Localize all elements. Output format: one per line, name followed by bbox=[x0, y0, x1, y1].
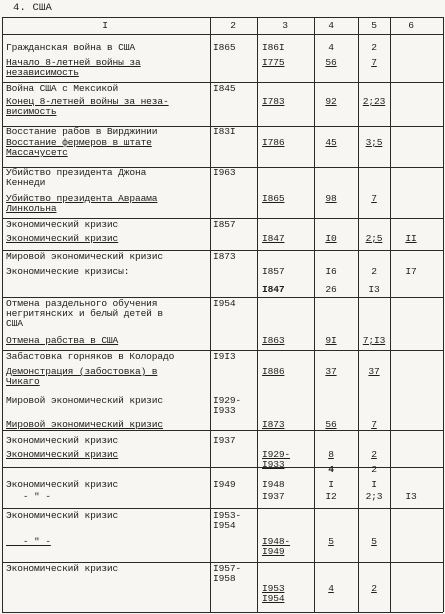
table-cell: I929- I933 bbox=[262, 449, 291, 470]
column-header: 5 bbox=[371, 20, 377, 31]
table-cell: I2 bbox=[325, 491, 337, 502]
column-header: 4 bbox=[328, 20, 334, 31]
table-cell: I929- I933 bbox=[213, 395, 242, 416]
table-cell: Экономический кризис bbox=[6, 479, 119, 490]
table-cell: 4 bbox=[328, 42, 334, 53]
table-rule-horizontal bbox=[2, 17, 443, 18]
table-cell: II bbox=[405, 233, 417, 244]
table-cell: I963 bbox=[213, 167, 236, 178]
column-header: I bbox=[102, 20, 108, 31]
table-cell: I865 bbox=[213, 42, 236, 53]
table-cell: I937 bbox=[262, 491, 285, 502]
table-cell: Восстание рабов в Вирджинии bbox=[6, 126, 158, 137]
table-cell: 5 bbox=[371, 536, 377, 547]
table-cell: I0 bbox=[325, 233, 337, 244]
table-cell: I948- I949 bbox=[262, 536, 291, 557]
table-cell: Восстание фермеров в штате Массачусетс bbox=[6, 137, 152, 158]
table-cell: Экономические кризисы: bbox=[6, 266, 130, 277]
table-cell: I886 bbox=[262, 366, 285, 377]
table-cell: I948 bbox=[262, 479, 285, 490]
table-cell: I bbox=[371, 479, 377, 490]
table-cell: Мировой экономический кризис bbox=[6, 395, 164, 406]
table-cell: I83I bbox=[213, 126, 236, 137]
table-rule-horizontal bbox=[2, 34, 443, 35]
table-cell: 9I bbox=[325, 335, 337, 346]
table-cell: I957- I958 bbox=[213, 563, 242, 584]
table-cell: I783 bbox=[262, 96, 285, 107]
table-cell: 2 bbox=[371, 583, 377, 594]
table-rule-vertical bbox=[443, 17, 444, 612]
table-cell: 8 bbox=[328, 449, 334, 460]
table-cell: 5 bbox=[328, 536, 334, 547]
table-cell: Отмена рабства в США bbox=[6, 335, 119, 346]
table-cell: 2;3 bbox=[365, 491, 383, 502]
table-cell: Мировой экономический кризис bbox=[6, 419, 164, 430]
table-cell: 26 bbox=[325, 284, 337, 295]
table-cell: 45 bbox=[325, 137, 337, 148]
table-cell: Экономический кризис bbox=[6, 233, 119, 244]
table-cell: 56 bbox=[325, 57, 337, 68]
table-cell: I3 bbox=[405, 491, 417, 502]
table-rule-vertical bbox=[2, 17, 3, 612]
table-cell: Гражданская война в США bbox=[6, 42, 135, 53]
table-cell: 37 bbox=[368, 366, 380, 377]
table-cell: 98 bbox=[325, 193, 337, 204]
table-cell: I847 bbox=[262, 284, 285, 295]
table-cell: I7 bbox=[405, 266, 417, 277]
column-header: 3 bbox=[282, 20, 288, 31]
table-cell: I865 bbox=[262, 193, 285, 204]
table-cell: - " - bbox=[6, 491, 51, 502]
table-cell: I954 bbox=[213, 298, 236, 309]
table-rule-vertical bbox=[210, 17, 211, 612]
table-cell: 2 bbox=[371, 449, 377, 460]
table-cell: Война США с Мексикой bbox=[6, 83, 119, 94]
table-cell: Убийство президента Джона Кеннеди bbox=[6, 167, 147, 188]
table-cell: I863 bbox=[262, 335, 285, 346]
table-cell: Отмена раздельного обучения негритянских и белый детей в США bbox=[6, 298, 164, 329]
table-cell: Экономический кризис bbox=[6, 449, 119, 460]
table-cell: I9I3 bbox=[213, 351, 236, 362]
table-cell: I953- I954 bbox=[213, 510, 242, 531]
table-cell: I857 bbox=[262, 266, 285, 277]
column-header: 6 bbox=[408, 20, 414, 31]
table-cell: Мировой экономический кризис bbox=[6, 251, 164, 262]
table-cell: 7 bbox=[371, 57, 377, 68]
table-cell: 4 bbox=[328, 583, 334, 594]
table-cell: Начало 8-летней войны за независимость bbox=[6, 57, 141, 78]
table-rule-horizontal bbox=[2, 430, 443, 431]
table-cell: - " - bbox=[6, 536, 51, 547]
table-cell: I86I bbox=[262, 42, 285, 53]
table-cell: 2 bbox=[371, 42, 377, 53]
table-cell: I953 I954 bbox=[262, 583, 285, 604]
table-cell: 56 bbox=[325, 419, 337, 430]
table-cell: I873 bbox=[213, 251, 236, 262]
table-cell: I937 bbox=[213, 435, 236, 446]
table-cell: I775 bbox=[262, 57, 285, 68]
table-cell: I857 bbox=[213, 219, 236, 230]
table-cell: I bbox=[328, 479, 334, 490]
table-cell: 2;5 bbox=[365, 233, 383, 244]
table-cell: Конец 8-летней войны за неза- висимость bbox=[6, 96, 169, 117]
table-cell: 3;5 bbox=[365, 137, 383, 148]
table-cell: Убийство президента Авраама Линкольна bbox=[6, 193, 158, 214]
table-cell: I786 bbox=[262, 137, 285, 148]
table-cell: 2 bbox=[371, 266, 377, 277]
table-cell: Экономический кризис bbox=[6, 435, 119, 446]
table-cell: Забастовка горняков в Колорадо bbox=[6, 351, 175, 362]
table-cell: Экономический кризис bbox=[6, 563, 119, 574]
table-cell: I845 bbox=[213, 83, 236, 94]
table-cell: 7 bbox=[371, 419, 377, 430]
column-header: 2 bbox=[230, 20, 236, 31]
table-rule-vertical bbox=[257, 17, 258, 612]
table-cell: 2;23 bbox=[362, 96, 386, 107]
table-cell: Демонстрация (забостовка) в Чикаго bbox=[6, 366, 158, 387]
table-cell: 4 bbox=[328, 464, 334, 475]
table-cell: I847 bbox=[262, 233, 285, 244]
page-title: 4. США bbox=[13, 2, 53, 14]
table-cell: Экономический кризис bbox=[6, 510, 119, 521]
table-rule-horizontal bbox=[2, 508, 443, 509]
table-cell: 92 bbox=[325, 96, 337, 107]
table-cell: 2 bbox=[371, 464, 377, 475]
table-cell: I949 bbox=[213, 479, 236, 490]
table-cell: 7 bbox=[371, 193, 377, 204]
table-cell: I3 bbox=[368, 284, 380, 295]
table-cell: 7;I3 bbox=[362, 335, 386, 346]
table-rule-horizontal bbox=[2, 612, 443, 613]
table-cell: I873 bbox=[262, 419, 285, 430]
table-cell: Экономический кризис bbox=[6, 219, 119, 230]
table-cell: I6 bbox=[325, 266, 337, 277]
table-cell: 37 bbox=[325, 366, 337, 377]
